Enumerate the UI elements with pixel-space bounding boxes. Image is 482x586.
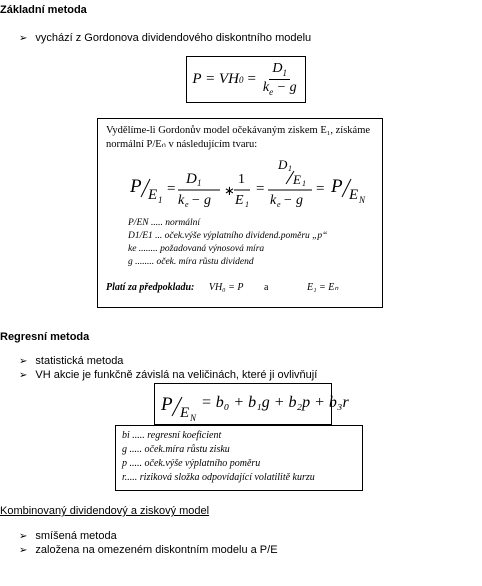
svg-text:1: 1 [158,195,163,205]
section-title-combined: Kombinovaný dividendový a ziskový model [0,505,210,517]
legend-item: r..... riziková složka odpovídající volatilitě kurzu [122,472,315,483]
gordon-formula: P = VH 0 = $\frac{D_1}{k_e - g}$ [186,56,306,103]
assumption-1: VH₀ = P [208,282,244,293]
svg-text:∗: ∗ [224,183,235,198]
bullet-basic-1: ➢ vychází z Gordonova dividendového diskontního modelu [19,32,312,44]
svg-text:e: e [185,200,189,209]
assumption-and: a [264,282,269,293]
svg-text:=: = [167,181,176,197]
svg-text:=: = [316,181,325,197]
bullet-combined-2: ➢ založena na omezeném diskontním modelu a P/E [19,544,278,556]
svg-text:− g: − g [191,193,211,208]
bullet-combined-1: ➢ smíšená metoda [19,530,117,542]
derivation-intro: Vydělíme-li Gordonův model očekávaným ziskem E₁, získáme normální P/Eₙ v následujícím tvaru: [106,125,371,150]
legend-item: g ........ oček. míra růstu dividend [128,257,254,267]
svg-text:1: 1 [238,172,245,187]
regression-formula [154,383,349,425]
assumption-2: E₁ = Eₙ [306,282,339,293]
svg-text:1: 1 [288,164,292,173]
section-title-regression: Regresní metoda [0,331,90,343]
regression-legend [115,425,363,491]
svg-text:E: E [349,187,359,203]
derivation-box [97,118,383,308]
assumption-line [106,282,338,293]
arrow-bullet-icon: ➢ [19,531,28,542]
svg-text:=: = [256,181,265,197]
legend-item: ke ........ požadovaná výnosová míra [128,244,265,254]
section-title-basic: Základní metoda [0,4,87,16]
regression-equation: = b₀ + b₁g + b₂p + b₃r [201,394,349,411]
svg-text:P: P [130,176,142,197]
legend-item: g ..... oček.míra růstu zisku [122,444,230,455]
arrow-bullet-icon: ➢ [19,356,28,367]
pe-formula [128,157,368,217]
svg-text:N: N [190,413,197,423]
assumption-label: Platí za předpokladu: [106,282,195,293]
svg-text:D: D [186,171,197,187]
svg-text:e: e [277,200,281,209]
legend-item: bi ..... regresní koeficient [122,430,222,441]
svg-text:E: E [235,193,244,208]
svg-text:1: 1 [197,178,202,188]
arrow-bullet-icon: ➢ [19,33,28,44]
bullet-regression-2: ➢ VH akcie je funkčně závislá na veličinách, které ji ovlivňují [19,369,318,381]
svg-text:1: 1 [245,200,249,209]
legend-item: p ..... oček.výše výplatního poměru [122,458,261,469]
svg-text:E: E [148,187,158,203]
svg-text:P: P [331,176,343,197]
svg-text:E: E [180,405,190,421]
svg-text:− g: − g [283,193,303,208]
svg-text:E: E [293,172,301,187]
legend-item: D1/E1 ... oček.výše výplatního dividend.poměru „p“ [128,231,328,241]
svg-text:1: 1 [302,179,306,188]
arrow-bullet-icon: ➢ [19,370,28,381]
svg-text:D: D [278,157,288,172]
arrow-bullet-icon: ➢ [19,545,28,556]
pe-formula-graphic [128,157,368,217]
legend-item: P/EN ..... normální [128,218,201,228]
svg-text:N: N [359,195,366,205]
pe-legend [128,217,327,269]
svg-text:k: k [178,193,185,208]
bullet-regression-1: ➢ statistická metoda [19,355,124,367]
svg-text:P: P [161,394,173,415]
svg-text:k: k [270,193,277,208]
